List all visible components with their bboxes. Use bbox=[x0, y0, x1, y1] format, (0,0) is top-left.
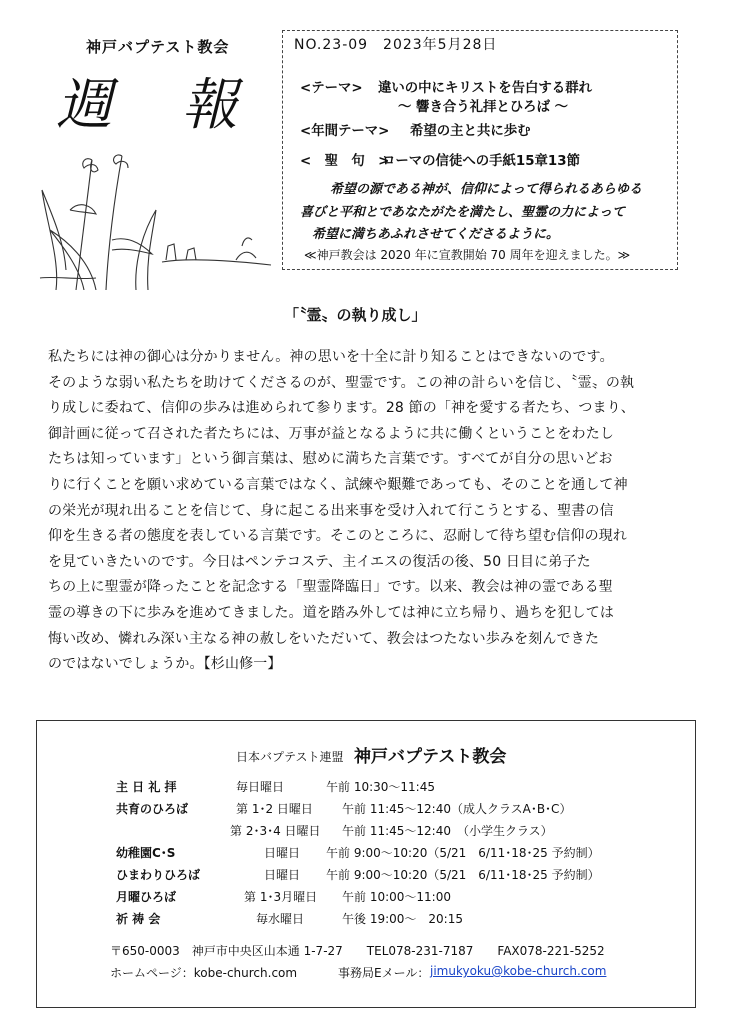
schedule-day: 日曜日 bbox=[264, 846, 301, 860]
schedule-day: 毎水曜日 bbox=[256, 912, 305, 926]
email-link[interactable]: jimukyoku@kobe-church.com bbox=[430, 964, 607, 978]
article-line: を見ていきたいのです。今日はペンテコステ、主イエスの復活の後、50 日目に弟子た bbox=[48, 553, 591, 570]
article-line: たちは知っています」という御言葉は、慰めに満ちた言葉です。すべてが自分の思いどお bbox=[48, 451, 613, 468]
theme-line-2: ～ 響き合う礼拝とひろば ～ bbox=[398, 100, 569, 115]
bulletin-title: 週 報 bbox=[56, 73, 264, 138]
schedule-name: 月曜ひろば bbox=[116, 890, 177, 904]
article-line: 私たちには神の御心は分かりません。神の思いを十全に計り知ることはできないのです。 bbox=[48, 349, 614, 365]
schedule-day: 毎日曜日 bbox=[236, 780, 285, 794]
year-theme: 希望の主と共に歩む bbox=[410, 124, 531, 139]
schedule-day: 第 2･3･4 日曜日 bbox=[230, 824, 321, 838]
anniversary-note: ≪神戸教会は 2020 年に宣教開始 70 周年を迎えました。≫ bbox=[304, 248, 631, 262]
schedule-name: 共育のひろば bbox=[116, 802, 189, 816]
verse-text-line: 希望に満ちあふれさせてくださるように。 bbox=[312, 227, 560, 242]
lily-illustration bbox=[36, 150, 276, 290]
schedule-name: ひまわりひろば bbox=[116, 868, 201, 882]
website[interactable]: ホームページ：kobe-church.com bbox=[110, 966, 298, 980]
article-line: 御計画に従って召された者たちには、万事が益となるように共に働くということをわたし bbox=[48, 425, 614, 442]
theme-label: <テーマ> bbox=[300, 81, 363, 96]
article-line: 仰を生きる者の態度を表している言葉です。そこのところに、忍耐して待ち望む信仰の現れ bbox=[48, 528, 628, 545]
theme-line-1: 違いの中にキリストを告白する群れ bbox=[378, 81, 592, 96]
article-line: ちの上に聖霊が降ったことを記念する「聖霊降臨日」です。以来、教会は神の霊である聖 bbox=[48, 579, 613, 596]
email-label: 事務局Eメール： bbox=[338, 966, 430, 980]
article-title: 「〝霊〟の執り成し」 bbox=[284, 306, 427, 324]
schedule-time: 午後 19:00～ 20:15 bbox=[342, 912, 463, 926]
schedule-name: 主 日 礼 拝 bbox=[116, 780, 177, 794]
schedule-time: 午前 10:00～11:00 bbox=[342, 890, 451, 904]
schedule-time: 午前 9:00～10:20（5/21 6/11･18･25 予約制） bbox=[326, 868, 600, 882]
verse-label: < 聖 句 > bbox=[300, 154, 390, 169]
verse-text-line: 希望の源である神が、信仰によって得られるあらゆる bbox=[330, 182, 643, 197]
schedule-day: 第 1･2 日曜日 bbox=[236, 802, 313, 816]
schedule-time: 午前 11:45～12:40（成人クラスA･B･C） bbox=[342, 802, 572, 816]
article-line: のではないでしょうか。【杉山修一】 bbox=[48, 656, 282, 673]
sermon-article bbox=[48, 345, 688, 678]
article-line: そのような弱い私たちを助けてくださるのが、聖霊です。この神の計らいを信じ、〝霊〟の執 bbox=[48, 374, 635, 391]
verse-reference: ローマの信徒への手紙15章13節 bbox=[382, 154, 580, 169]
schedule-time: 午前 10:30～11:45 bbox=[326, 780, 435, 794]
footer-church-name: 神戸バプテスト教会 bbox=[354, 747, 507, 767]
church-name: 神戸バプテスト教会 bbox=[86, 38, 230, 56]
article-line: りに行くことを願い求めている言葉ではなく、試練や艱難であっても、そのことを通して神 bbox=[48, 476, 628, 493]
union-name: 日本バプテスト連盟 bbox=[236, 750, 344, 764]
address-contact: 〒650-0003 神戸市中央区山本通 1-7-27 TEL078-231-7187 FAX078-221-5252 bbox=[110, 944, 605, 958]
schedule-name: 幼稚園C･S bbox=[116, 846, 176, 860]
article-line: の栄光が現れ出ることを信じて、身に起こる出来事を受け入れて行こうとする、聖書の信 bbox=[48, 502, 614, 519]
article-line: 悔い改め、憐れみ深い主なる神の赦しをいただいて、教会はつたない歩みを刻んできた bbox=[48, 630, 600, 647]
article-line: り成しに委ねて、信仰の歩みは進められて参ります。28 節の「神を愛する者たち、つまり、 bbox=[48, 400, 635, 417]
schedule-time: 午前 9:00～10:20（5/21 6/11･18･25 予約制） bbox=[326, 846, 600, 860]
issue-number-date: NO.23-09 2023年5月28日 bbox=[294, 37, 498, 53]
schedule-time: 午前 11:45～12:40 （小学生クラス） bbox=[342, 824, 553, 838]
article-line: 霊の導きの下に歩みを進めてきました。道を踏み外しては神に立ち帰り、過ちを犯しては bbox=[48, 604, 614, 621]
schedule-name: 祈 祷 会 bbox=[116, 912, 161, 926]
verse-text-line: 喜びと平和とであなたがたを満たし、聖霊の力によって bbox=[300, 205, 626, 220]
schedule-day: 日曜日 bbox=[264, 868, 301, 882]
year-theme-label: <年間テーマ> bbox=[300, 124, 390, 139]
schedule-day: 第 1･3月曜日 bbox=[244, 890, 318, 904]
